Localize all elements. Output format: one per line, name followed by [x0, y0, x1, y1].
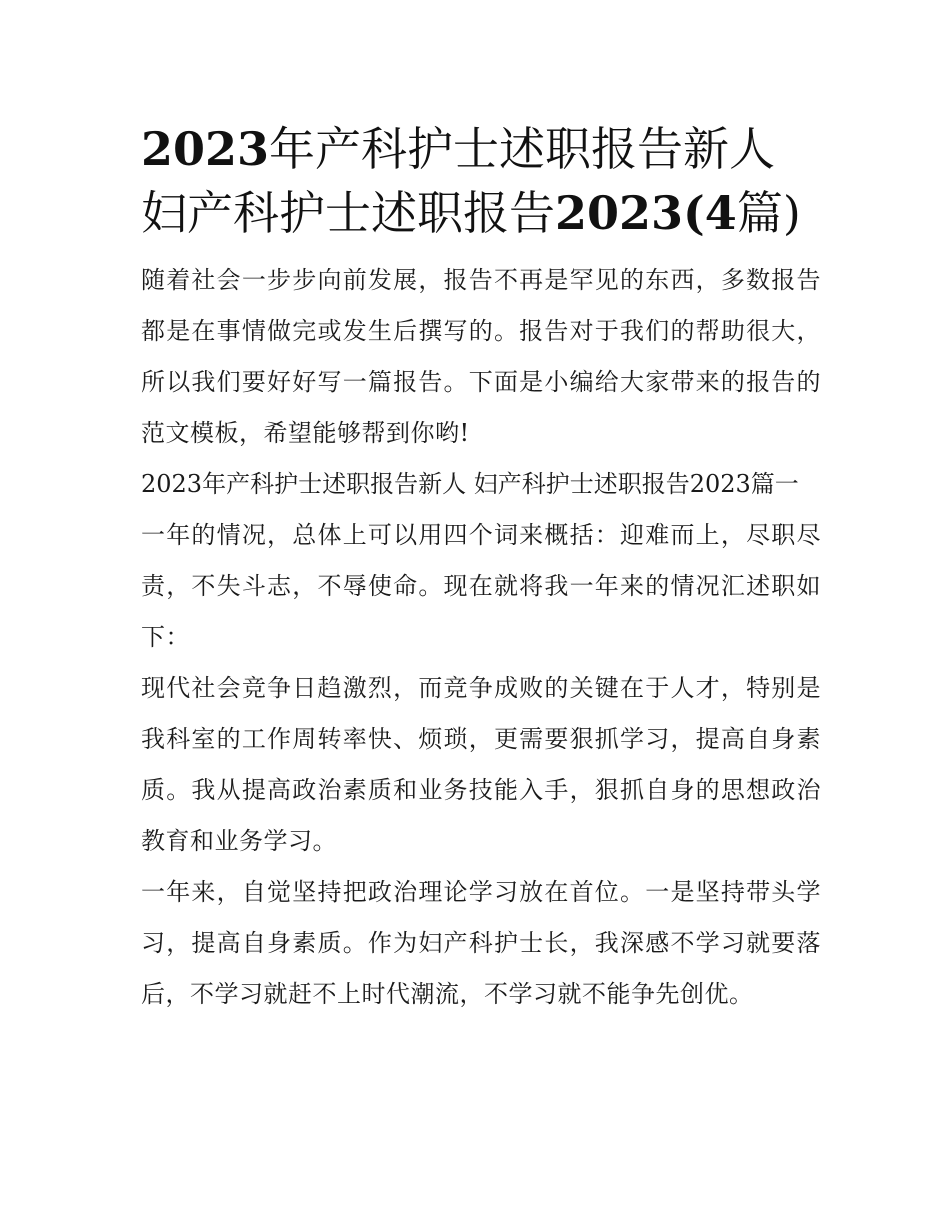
section-heading-paragraph: 2023年产科护士述职报告新人 妇产科护士述职报告2023篇一 — [141, 470, 799, 498]
competition-paragraph: 现代社会竞争日趋激烈，而竞争成败的关键在于人才，特别是我科室的工作周转率快、烦琐，更需要狠抓学习，提高自身素质。我从提高政治素质和业务技能入手，狠抓自身的思想政治教育和业务学习。 — [141, 674, 821, 855]
title-main: 年产科护士述职报告新人妇产科护士述职报告 — [141, 122, 776, 240]
study-paragraph: 一年来，自觉坚持把政治理论学习放在首位。一是坚持带头学习，提高自身素质。作为妇产科护士长，我深感不学习就要落后，不学习就赶不上时代潮流，不学习就不能争先创优。 — [141, 878, 821, 1008]
intro-paragraph: 随着社会一步步向前发展，报告不再是罕见的东西，多数报告都是在事情做完或发生后撰写的。报告对于我们的帮助很大，所以我们要好好写一篇报告。下面是小编给大家带来的报告的范文模板，希望能够帮到你哟! — [141, 266, 821, 447]
summary-paragraph: 一年的情况，总体上可以用四个词来概括：迎难而上，尽职尽责，不失斗志，不辱使命。现在就将我一年来的情况汇述职如下： — [141, 521, 821, 651]
document-content — [141, 117, 821, 1020]
document-title — [141, 117, 821, 245]
title-year: 2023 — [141, 122, 270, 176]
title-end: 篇) — [736, 186, 801, 240]
title-year-count: 2023(4 — [555, 186, 737, 240]
